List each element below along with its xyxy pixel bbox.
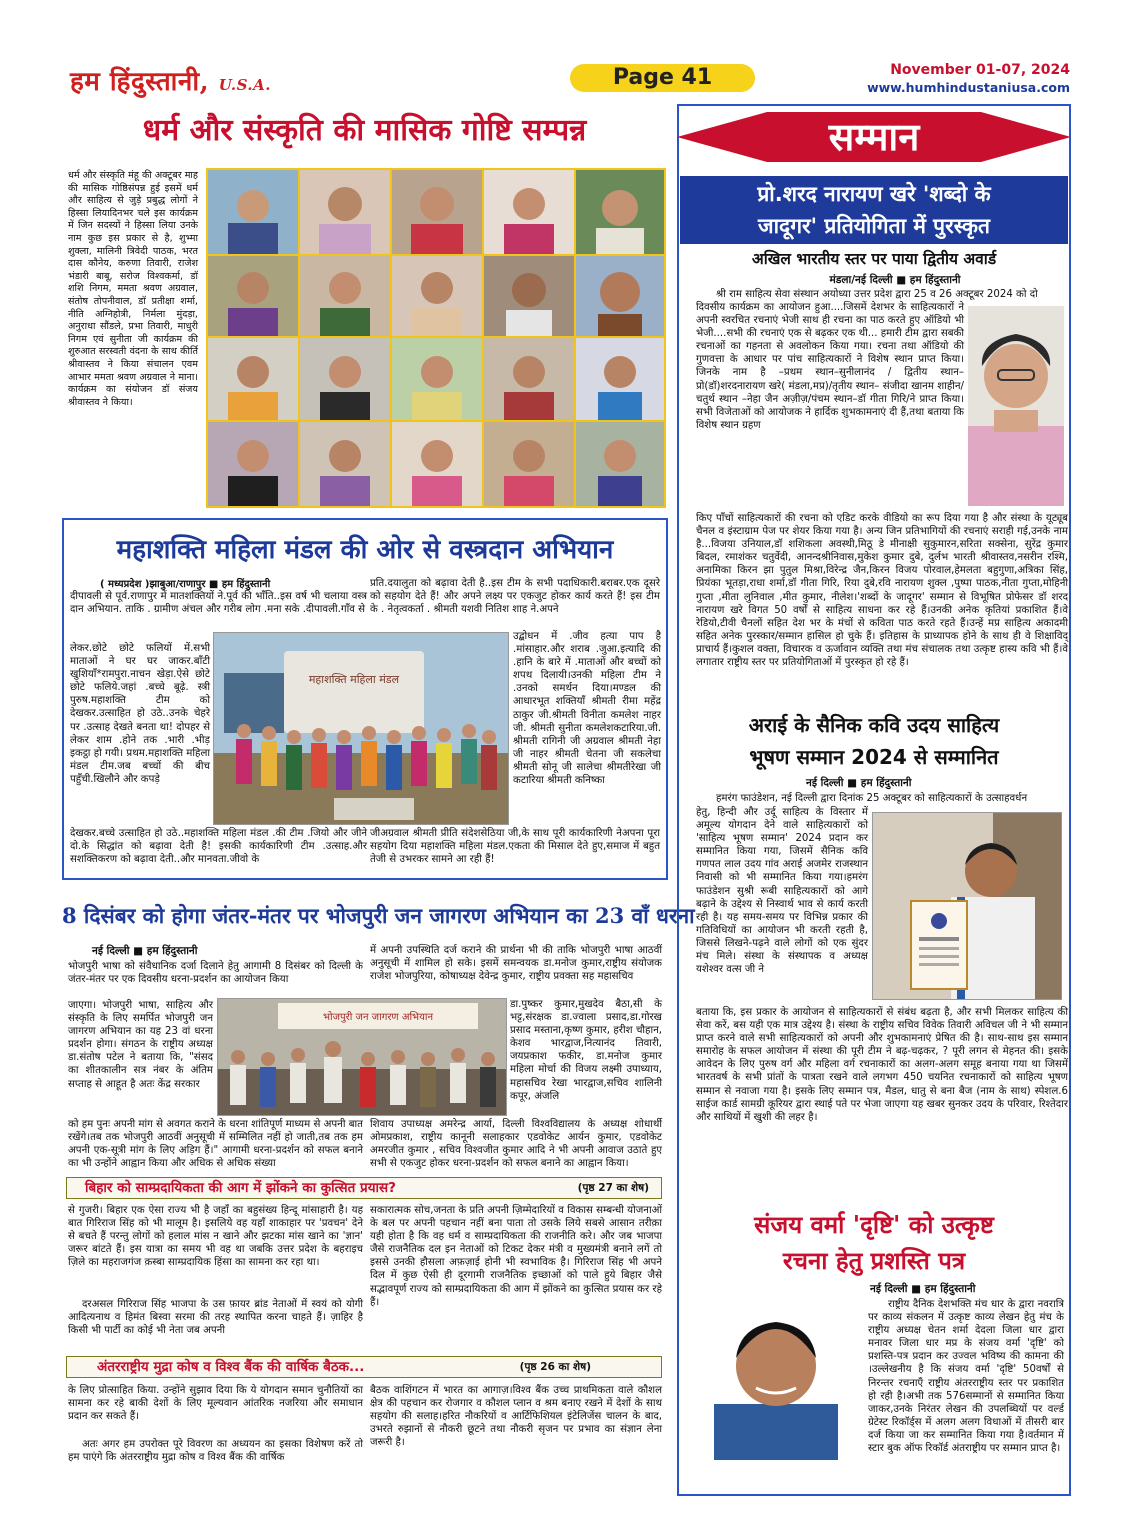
samman-a2-byline: नई दिल्ली ■ हम हिंदुस्तानी bbox=[806, 777, 912, 789]
dharna-photo-svg bbox=[218, 999, 507, 1116]
samman-a1-body-first: श्री राम साहित्य सेवा संस्थान अयोध्या उत्तर प्रदेश द्वारा 25 व 26 अक्टूबर 2024 को दो bbox=[716, 289, 1038, 300]
portrait3-svg bbox=[690, 1300, 862, 1460]
article2-body-bottom-left: देखकर.बच्चे उत्साहित हो उठे..महाशक्ति महिला मंडल .की टीम .जियो और जीने दो.के सिद्धांत को बढ़ावा देती है! इसकी कार्यकारिणी टीम .उत्साह.और सशक्तिकरण को बढ़ावा देती..और मानवता.जीवो के bbox=[70, 828, 367, 866]
article1-photo-collage bbox=[206, 168, 666, 508]
article5-body-right: बैठक वाशिंगटन में भारत का आगाज़।विश्व बैंक उच्च प्राथमिकता वाले कौशल क्षेत्र की पहचान कर रोजगार व कौशल प्लान व श्रम बनाए रखने में देशों के साथ सहयोग की सलाह।हरित नौकरियों व आर्टिफिशियल इंटेलिजेंस चालन के बाद, उभरते रुझानों से नौकरी छूटने तथा नौकरी सृजन पर प्रभाव का संज्ञान लेना जरूरी है। bbox=[370, 1385, 662, 1449]
samman-a2-headline-line2: भूषण सम्मान 2024 से सम्मानित bbox=[749, 745, 999, 769]
article5-body-left: के लिए प्रोत्साहित किया. उन्होंने सुझाव दिया कि ये योगदान समान चुनौतियों का सामना कर रहे बाकी देशों के लिए मूल्यवान आंतरिक नजरिया और समाधान प्रदान कर सकते हैं। bbox=[68, 1385, 363, 1423]
article3-body-right-top: में अपनी उपस्थिति दर्ज कराने की प्रार्थना भी की ताकि भोजपुरी भाषा आठवीं अनुसूची में शामिल हो सके। इसमें समन्वयक डा.मनोज कुमार,राष्ट्रीय संयोजक राजेश भोजपुरिया, कोषाध्यक्ष देवेन्द्र कुमार, राष्ट्रीय प्रवक्ता सह महासचिव bbox=[370, 945, 662, 983]
brand-suffix: U.S.A. bbox=[218, 76, 272, 94]
samman-a1-headline-line2: जादूगर' प्रतियोगिता में पुरस्कृत bbox=[758, 214, 990, 238]
article3-body-right: डा.पुष्कर कुमार,मुखदेव बैठा,सी के भट्ट,संरक्षक डा.ज्वाला प्रसाद,डा.गोरख प्रसाद मस्ताना,कृष्ण कुमार, हरीश चौहान, केशव भारद्वाज,नित्यानंद तिवारी, जयप्रकाश फकीर, डा.मनोज कुमार महिला मोर्चा की विजय लक्ष्मी उपाध्याय, महासचिव रेखा भारद्वाज,सचिव शालिनी कपूर, अंजलि bbox=[510, 999, 662, 1102]
article3-body-top: भोजपुरी भाषा को संवैधानिक दर्जा दिलाने हेतु आगामी 8 दिसंबर को दिल्ली के जंतर-मंतर पर एक दिवसीय धरना-प्रदर्शन का आयोजन किया bbox=[68, 961, 363, 986]
brand-name: हम हिंदुस्तानी, bbox=[70, 67, 210, 97]
collage-cells bbox=[208, 170, 664, 506]
samman-a3-portrait bbox=[690, 1300, 862, 1460]
article5-headline: अंतरराष्ट्रीय मुद्रा कोष व विश्व बैंक की वार्षिक बैठक... bbox=[97, 1359, 365, 1375]
article2-body-right: उद्बोधन में .जीव हत्या पाप है .मांसाहार.और शराब .जुआ.इत्यादि की .हानि के बारे में .माताओं और बच्चों को शपथ दिलायी।उनकी महिला टीम ने .उनको समर्थन दिया।मण्डल की आधारभूत शक्तियाँ श्रीमती रीमा महेंद्र ठाकुर जी.श्रीमती विनीता कमलेश नाहर जी. श्रीमती सुनीता कमलेशकटारिया.जी. श्रीमती रागिनी जी अग्रवाल श्रीमती नेहा जी नाहर श्रीमती चेतना जी सकलेचा श्रीमती सोनू जी सालेचा श्रीमतीरेखा जी कटारिया श्रीमती कनिष्का bbox=[513, 631, 661, 787]
samman-a1-subhead: अखिल भारतीय स्तर पर पाया द्वितीय अवार्ड bbox=[751, 250, 997, 268]
article1-headline: धर्म और संस्कृति की मासिक गोष्टि सम्पन्न bbox=[142, 113, 587, 148]
samman-a3-byline: नई दिल्ली ■ हम हिंदुस्तानी bbox=[870, 1283, 976, 1295]
dharna-banner-text: भोजपुरी जन जागरण अभियान bbox=[322, 1012, 434, 1023]
website-link[interactable]: www.humhindustaniusa.com bbox=[867, 80, 1070, 95]
page-number: Page 41 bbox=[570, 64, 755, 92]
article2-byline: ( मध्यप्रदेश )झाबुआ/राणापुर ■ हम हिंदुस्तानी bbox=[100, 579, 271, 590]
samman-a1-byline: मंडला/नई दिल्ली ■ हम हिंदुस्तानी bbox=[829, 274, 961, 286]
samman-a1-body-left: दिवसीय कार्यक्रम का आयोजन हुआ....जिसमें देशभर के साहित्यकारों ने अपनी स्वरचित रचनाएं भेजी साथ ही रचना का पाठ करते हुए ऑडियो भी भेजी....सभी की रचनाएं एक से बढ़कर एक थी... हमारी टीम द्वारा सबकी रचनाओं का गहनता से अवलोकन किया गया। रचना तथा ऑडियो की गुणवत्ता के आधार पर पांच साहित्यकारों ने विशेष स्थान प्राप्त किया।जिनके नाम है –प्रथम स्थान–सुनीलानंद / द्वितीय स्थान–प्रो(डॉ)शरदनारायण खरे( मंडला,मप्र)/तृतीय स्थान– संजीदा खानम शाहीन/चतुर्थ स्थान –नेहा जैन अज़ीज़/पंचम स्थान–डॉ गीता गिरि/ने प्राप्त किया। सभी विजेताओं को आयोजक ने हार्दिक शुभकामनाएं दी हैं,तथा बताया कि विशेष स्थान ग्रहण bbox=[696, 302, 964, 431]
article1-body: धर्म और संस्कृति मंहू की अक्टूबर माह की मासिक गोष्ठिसंपन्न हुई इसमें धर्म और साहित्य से जुड़े प्रबुद्ध लोगों ने हिस्सा लियादिनभर चले इस कार्यक्रम में जिन सदस्यों ने हिस्सा लिया उनके नाम कुछ इस प्रकार से है, शुभ्मा शुक्ला, मालिनी त्रिवेदी पाठक, भरत दास कौनेय, करुणा तिवारी, राजेश भंडारी बाबू, सरोज विश्वकर्मा, डॉ शशि निगम, ममता श्रवण अग्रवाल, संतोष तोपनीवाल, डॉ प्रतीक्षा शर्मा, नीति अग्निहोत्री, निर्मला मुंदड़ा, अनुराधा सौंडले, प्रभा तिवारी, माधुरी निगम एवं सुनीता जी कार्यक्रम की शुरुआत सरस्वती वंदना के साथ कीर्ति श्रीवास्तव ने किया संचालन एवम आभार ममता श्रवण अग्रवाल ने माना।कार्यक्रम का संयोजन डॉ संजय श्रीवास्तव ने किया। bbox=[68, 170, 199, 408]
article3-body-left: जाएगा। भोजपुरी भाषा, साहित्य और संस्कृति के लिए समर्पित भोजपुरी जन जागरण अभियान का यह 23 वां धरना प्रदर्शन होगा। संगठन के राष्ट्रीय अध्यक्ष डा.संतोष पटेल ने बताया कि, "संसद का शीतकालीन सत्र नंबर के अंतिम सप्ताह से आहूत है अतः केंद्र सरकार bbox=[68, 1000, 213, 1090]
article2-body-right-top: प्रति.दयालुता को बढ़ावा देती है..इस टीम के सभी पदाधिकारी.बराबर.एक दूसरे को सहयोग देते हैं! और अपने लक्ष्य पर एकजुट होकर कार्य करते हैं! इस टीम के . नेतृत्वकर्ता . श्रीमती यशवी नितिश शाह ने.अपने bbox=[370, 578, 660, 616]
samman-a1-headline-box bbox=[680, 176, 1068, 244]
samman-banner-text: सम्मान bbox=[828, 114, 920, 159]
samman-banner bbox=[677, 104, 1071, 170]
samman-a1-headline-line1: प्रो.शरद नारायण खरे 'शब्दो के bbox=[757, 182, 991, 206]
article5-title-bar bbox=[66, 1356, 662, 1378]
collage-svg bbox=[206, 168, 666, 508]
article3-body-bottom-right: शिवाय उपाध्यक्ष अमरेन्द्र आर्या, दिल्ली विश्वविद्यालय के अध्यक्ष शोधार्थी ओमप्रकाश, राष्ट्रीय कानूनी सलाहकार एडवोकेट आर्यन कुमार, एडवोकेट अमरजीत कुमार , सचिव विश्वजीत कुमार आदि ने भी अपनी आवाज उठाते हुए सभी से एकजुट होकर धरना-प्रदर्शन को सफल बनाने का आह्वान किया। bbox=[370, 1119, 662, 1170]
article2-body-left: लेकर.छोटे छोटे फलियों में.सभी माताओं ने घर घर जाकर.बाँटी खुशियाँ*रामपुरा.नाचन खेड़ा.ऐसे छोटे छोटे फलिये.जहां .बच्चे बूढ़े. स्त्री पुरुष.महाशक्ति टीम को देखकर.उत्साहित हो उठे..उनके चेहरे पर .उत्साह देखते बनता था! दोपहर से लेकर शाम .होने तक .भारी .भीड़ इकट्ठा हो गयी। प्रथम.महाशक्ति महिला मंडल टीम.जब बच्चों की बीच पहुँची.खिलौने और कपड़े bbox=[70, 643, 210, 785]
portrait-svg bbox=[968, 306, 1064, 506]
article2-headline: महाशक्ति महिला मंडल की ओर से वस्त्रदान अभियान bbox=[116, 535, 614, 565]
article3-headline: 8 दिसंबर को होगा जंतर-मंतर पर भोजपुरी जन जागरण अभियान का 23 वाँ धरना bbox=[62, 903, 695, 928]
issue-date: November 01-07, 2024 bbox=[890, 62, 1070, 78]
samman-a1-portrait bbox=[968, 306, 1064, 506]
award-photo-svg bbox=[873, 813, 1062, 1000]
article5-continued: (पृष्ठ 26 का शेष) bbox=[519, 1361, 591, 1373]
article3-body-bottom-left: को हम पुनः अपनी मांग से अवगत कराने के धरना शांतिपूर्ण माध्यम से अपनी बात रखेंगे।तब तक भोजपुरी आठवीं अनुसूची में सम्मिलित नहीं हो जाती,तब तक हम अपनी एक-सूत्री मांग के लिए अड़िग हैं।" आगामी धरना-प्रदर्शन को सफल बनाने का भी उन्होंने आह्वान किया और अधिक से अधिक संख्या bbox=[68, 1119, 363, 1170]
article3-byline: नई दिल्ली ■ हम हिंदुस्तानी bbox=[92, 945, 198, 957]
article2-body-bottom-right: जीअग्रवाल श्रीमती प्रीति संदेशसेठिया जी,के साथ पूरी कार्यकारिणी नेअपना पूरा सहयोग दिया महाशक्ति महिला मंडल.एकता की मिसाल देते हुए,समाज में बहुत तेजी से उभरकर सामने आ रही हैं! bbox=[370, 828, 660, 866]
article4-title-bar bbox=[66, 1177, 662, 1199]
samman-a3-headline-line1: संजय वर्मा 'दृष्टि' को उत्कृष्ट bbox=[754, 1210, 994, 1239]
samman-a1-body-full: किए पाँचों साहित्यकारों की रचना को एडिट करके वीडियो का रूप दिया गया है और संस्था के यूट्यूब चैनल व इंस्टाग्राम पेज पर शेयर किया गया है। अन्य जिन प्रतिभागियों की रचनाएं सराही गई,उनके नाम है...विजया उनियाल,डॉ शशिकला अवस्थी,मिठू डे मीनाक्षी सुकुमारन,सरिता सक्सेना, सुरेंद्र कुमार बिदल, रमाशंकर चतुर्वेदी, आनन्दश्रीनिवास,मुकेश कुमार दुबे, दुर्लभ भारती श्रीवास्तव,नसरीन रश्मि, अनामिका किरन झा पुतुल मिश्रा,विरेन्द्र जैन,किरन विजय पोरवाल,हेमलता बहुगुणा,अत्रिका सिंह, प्रियंका भूतड़ा,राधा शर्मा,डॉ गीता गिरि, रिया दुबे,रवि नारायण शुक्ल ,पुष्पा पाठक,नीता गुप्ता,मोहिनी गुप्ता ,मीता लुनिवाल ,मीत कुमार, नीलेश।'शब्दों के जादूगर' सम्मान से विभूषित प्रोफेसर डॉ शरद नारायण खरे विगत 50 वर्षों से साहित्य साधना कर रहे हैं।उनकी अनेक कृतियां प्रकाशित हैं।वे रेडियो,टीवी चैनलों सहित देश भर के मंचों से कविता पाठ करते रहते हैं।उन्हें मप्र साहित्य अकादमी सहित अनेक पुरस्कार/सम्मान हासिल हो चुके हैं। इतिहास के प्राध्यापक होने के साथ ही वे शिक्षाविद् प्राचार्य हैं।कुशल वक्ता, विचारक व ऊर्जावान व्यक्ति तथा मंच संचालक तथा उत्कृष्ट हास्य कवि भी हैं।वे लगातार राष्ट्रीय स्तर पर प्रतियोगिताओं में पुरस्कृत हो रहे हैं। bbox=[696, 513, 1068, 669]
article4-continued: (पृष्ठ 27 का शेष) bbox=[577, 1182, 649, 1194]
newspaper-brand bbox=[70, 62, 271, 98]
article4-headline: बिहार को साम्प्रदायिकता की आग में झोंकने का कुत्सित प्रयास? bbox=[85, 1180, 396, 1196]
samman-a3-headline-line2: रचना हेतु प्रशस्ति पत्र bbox=[782, 1246, 966, 1275]
masthead bbox=[70, 62, 1070, 98]
samman-a2-headline-line1: अराई के सैनिक कवि उदय साहित्य bbox=[748, 713, 1000, 737]
article5-body-left2: अतः अगर हम उपरोक्त पूरे विवरण का अध्ययन का इसका विशेषण करें तो हम पाएंगे कि अंतरराष्ट्रीय मुद्रा कोष व विश्व बैंक की वार्षिक bbox=[68, 1439, 363, 1464]
samman-a3-body: राष्ट्रीय दैनिक देशभक्ति मंच धार के द्वारा नवरात्रि पर काव्य संकलन में उत्कृष्ट काव्य लेखन हेतु मंच के राष्ट्रीय अध्यक्ष चेतन शर्मा देदला जिला धार द्वारा मनावर जिला धार मप्र के संजय वर्मा 'दृष्टि' को प्रशस्ति-पत्र प्रदान कर उज्वल भविष्य की कामना की ।उल्लेखनीय है कि संजय वर्मा 'दृष्टि' 50वर्षों से निरन्तर रचनाएँ राष्ट्रीय अंतरराष्ट्रीय स्तर पर प्रकाशित हो रही है।अभी तक 576सम्मानों से सम्मानित किया जाकर,उनके निरंतर लेखन की उपलब्धियों पर वर्ल्ड ग्रेटेस्ट रिकॉर्ड्स में अलग अलग विधाओं में तीसरी बार दर्ज किया जा कर सम्मानित किया गया है।वर्तमान में स्टार बुक ऑफ रिकॉर्ड अंतराष्ट्रीय पर सम्मान प्राप्त है। bbox=[868, 1299, 1064, 1455]
article2-group-photo bbox=[213, 632, 509, 825]
article4-body-left: से गुजरी। बिहार एक ऐसा राज्य भी है जहाँ का बहुसंख्य हिन्दू मांसाहारी है। यह बात गिरिराज सिंह को भी मालूम है। इसलिये वह यहाँ शाकाहार पर 'प्रवचन' देने से बचते हैं परन्तु लोगों को हलाल मांस न खाने और झटका मांस खाने का 'ज्ञान' जरूर बांटते हैं। इस यात्रा का समय भी वह था जबकि उत्तर प्रदेश के बहराइच ज़िले का महराजगंज क़स्बा साम्प्रदायिक हिंसा का सामना कर रहा था। bbox=[68, 1205, 363, 1269]
samman-a2-body-full: बताया कि, इस प्रकार के आयोजन से साहित्यकारों से संबंध बढ़ता है, और सभी मिलकर साहित्य की सेवा करें, बस यही एक मात्र उद्देश्य है। संस्था के राष्ट्रीय सचिव विवेक तिवारी अविचल जी ने भी सम्मान प्राप्त करने वाले सभी साहित्यकारों को अपनी और शुभकामनाएं प्रेषित की है। साथ-साथ इस सम्मान समारोह के सफल आयोजन में संस्था की पूरी टीम ने बढ़-चढ़कर, ? पूरी लगन से मेहनत की। इसके आवेदन के लिए पुरुष वर्ग और महिला वर्ग रचनाकारों का अलग-अलग समूह बनाया गया था जिसमें भारतवर्ष के सभी प्रांतों के पात्रता रखने वाले लगभग 450 चयनित रचनाकारों को साहित्य भूषण सम्मान से नवाजा गया है। इसके लिए सम्मान पत्र, मैडल, धातु से बना बैज (नाम के साथ) स्पेशल.6 साईज कार्ड सामग्री कूरियर द्वारा स्थाई पते पर भेजा जाएगा यह खबर सुनकर उदय के परिवार, रिश्तेदार और साथियों में खुशी की लहर है। bbox=[696, 1007, 1068, 1123]
samman-a2-body-first: हमरंग फाउंडेशन, नई दिल्ली द्वारा दिनांक 25 अक्टूबर को साहित्यकारों के उत्साहवर्धन bbox=[716, 793, 1028, 804]
article2-body-top: दीपावली से पूर्व.राणापुर में मातशक्तियों ने.पूर्व की भाँति..इस वर्ष भी चलाया वस्त्र दान अभियान. ताकि . ग्रामीण अंचल और गरीब लोग .मना सके .दीपावली.गाँव से bbox=[70, 591, 367, 616]
samman-a2-body-left: हेतु, हिन्दी और उर्दू साहित्य के विस्तार में अमूल्य योगदान देने वाले साहित्यकारों को 'साहित्य भूषण सम्मान' 2024 प्रदान कर सम्मानित किया गया, जिसमें सैनिक कवि गणपत लाल उदय गांव अराई अजमेर राजस्थान निवासी को भी सम्मानित किया गया।हमरंग फाउंडेशन सुश्री रूबी साहित्यकारों को आगे बढ़ाने के उद्देश्य से निस्वार्थ भाव से कार्य करती रही है। यह समय-समय पर विभिन्न प्रकार की गतिविधियों का आयोजन भी करती रहती है, जिससे लिखने-पढ़ने वाले लोगों को एक सुंदर मंच मिले। संस्था के संस्थापक व अध्यक्ष यशेश्वर वत्स जी ने bbox=[696, 807, 868, 976]
article4-body-left2: दरअसल गिरिराज सिंह भाजपा के उस फ़ायर ब्रांड नेताओं में स्वयं को योगी आदित्यनाथ व हिमंत बिस्वा सरमा की तरह स्थापित करना चाहते हैं। ज़ाहिर है किसी भी पार्टी का कोई भी नेता जब अपनी bbox=[68, 1299, 363, 1337]
article4-body-right: सकारात्मक सोच,जनता के प्रति अपनी ज़िम्मेदारियों व विकास सम्बन्धी योजनाओं के बल पर अपनी पहचान नहीं बना पाता तो उसके लिये सबसे आसान तरीक़ा यही होता है कि वह धर्म व साम्प्रदायिकता की राजनीति करे। और जब भाजपा जैसे राजनैतिक दल इन नेताओं को टिकट देकर मंत्री व मुख्यमंत्री बनाने लगें तो इससे उनकी हौसला अफ़ज़ाई होनी भी स्वभाविक है। गिरिराज सिंह भी अपने दिल में कुछ ऐसी ही दूरगामी राजनैतिक इच्छाओं को पाले हुये बिहार जैसे सद्भावपूर्ण राज्य को साम्प्रदायिकता की आग में झोंकने का कुत्सित प्रयास कर रहे हैं। bbox=[370, 1205, 662, 1308]
group-photo-svg bbox=[214, 633, 509, 825]
truck-banner-text: महाशक्ति महिला मंडल bbox=[308, 673, 400, 686]
samman-a2-award-photo bbox=[872, 812, 1062, 1000]
article3-dharna-photo bbox=[217, 998, 507, 1116]
